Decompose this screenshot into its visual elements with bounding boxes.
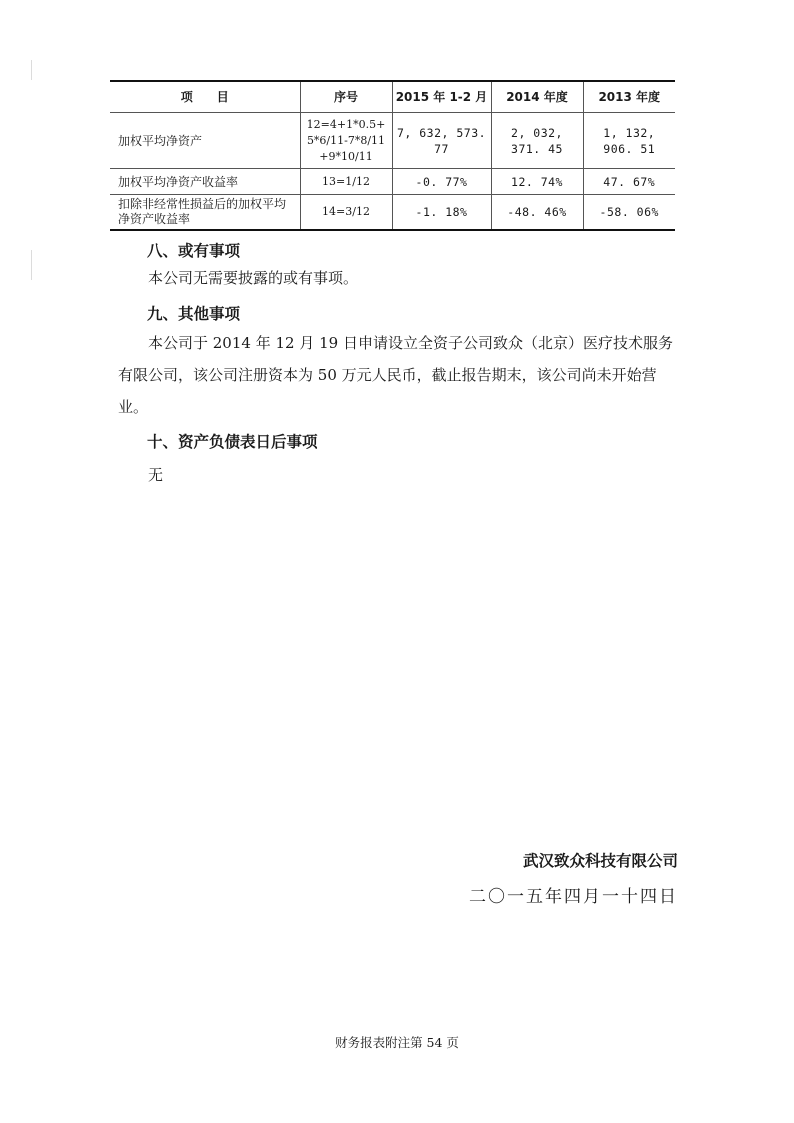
table-row	[110, 169, 675, 195]
row-item: 扣除非经常性损益后的加权平均净资产收益率	[110, 195, 300, 231]
row-value-2013: 47. 67%	[583, 169, 675, 195]
row-value-2014: 2, 032, 371. 45	[491, 113, 583, 169]
header-2014: 2014 年度	[491, 81, 583, 113]
table-row	[110, 195, 675, 231]
row-value-2015: 7, 632, 573. 77	[392, 113, 491, 169]
company-signature: 武汉致众科技有限公司	[522, 852, 678, 870]
section-9-title: 九、其他事项	[147, 305, 241, 323]
row-item: 加权平均净资产收益率	[110, 169, 300, 195]
section-9-body: 本公司于 2014 年 12 月 19 日申请设立全资子公司致众（北京）医疗技术服务有限公司，该公司注册资本为 50 万元人民币，截止报告期末，该公司尚未开始营业。	[118, 334, 673, 416]
row-value-2015: -1. 18%	[392, 195, 491, 231]
row-value-2013: -58. 06%	[583, 195, 675, 231]
row-value-2014: -48. 46%	[491, 195, 583, 231]
header-serial: 序号	[300, 81, 392, 113]
section-10-title: 十、资产负债表日后事项	[147, 433, 318, 451]
financial-indicator-table	[110, 80, 675, 231]
header-2013: 2013 年度	[583, 81, 675, 113]
page-footer: 财务报表附注第 54 页	[335, 1035, 459, 1050]
scan-edge-mark	[31, 250, 32, 280]
signature-date: 二〇一五年四月一十四日	[469, 887, 678, 907]
section-10-body: 无	[148, 466, 164, 484]
row-formula: 14=3/12	[300, 195, 392, 231]
row-formula: 13=1/12	[300, 169, 392, 195]
section-8-title: 八、或有事项	[147, 242, 241, 260]
row-value-2015: -0. 77%	[392, 169, 491, 195]
row-item: 加权平均净资产	[110, 113, 300, 169]
section-8-body: 本公司无需要披露的或有事项。	[148, 269, 359, 287]
header-2015: 2015 年 1-2 月	[392, 81, 491, 113]
row-formula: 12=4+1*0.5+5*6/11-7*8/11+9*10/11	[300, 113, 392, 169]
header-item: 项 目	[110, 81, 300, 113]
row-value-2014: 12. 74%	[491, 169, 583, 195]
table-header-row	[110, 81, 675, 113]
row-value-2013: 1, 132, 906. 51	[583, 113, 675, 169]
table-row	[110, 113, 675, 169]
scan-edge-mark	[31, 60, 32, 80]
